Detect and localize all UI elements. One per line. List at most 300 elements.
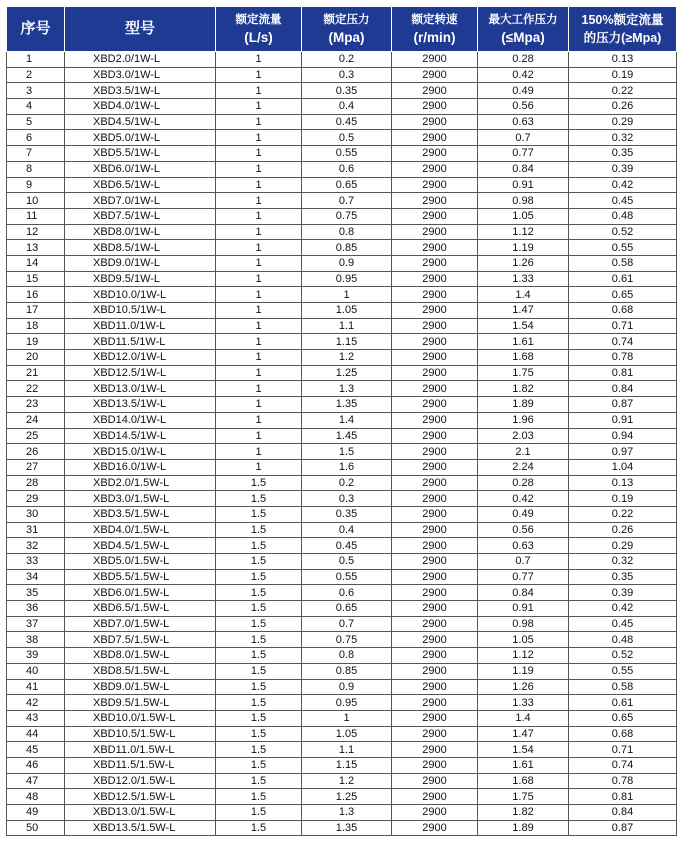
cell-model: XBD6.5/1.5W-L (65, 601, 216, 617)
cell-flow150: 0.42 (569, 601, 677, 617)
cell-max-pressure: 0.28 (478, 475, 569, 491)
cell-max-pressure: 2.1 (478, 444, 569, 460)
cell-model: XBD6.0/1.5W-L (65, 585, 216, 601)
cell-flow150: 0.32 (569, 554, 677, 570)
header-max-pressure-label: 最大工作压力 (488, 14, 558, 26)
cell-pressure: 1.25 (302, 789, 392, 805)
cell-model: XBD13.0/1W-L (65, 381, 216, 397)
cell-pressure: 0.3 (302, 491, 392, 507)
cell-flow150: 0.39 (569, 161, 677, 177)
cell-pressure: 1.05 (302, 303, 392, 319)
cell-model: XBD7.0/1.5W-L (65, 616, 216, 632)
cell-max-pressure: 0.91 (478, 601, 569, 617)
cell-flow150: 0.68 (569, 726, 677, 742)
cell-model: XBD8.0/1W-L (65, 224, 216, 240)
cell-no: 34 (7, 569, 65, 585)
cell-model: XBD3.0/1W-L (65, 67, 216, 83)
cell-pressure: 0.3 (302, 67, 392, 83)
cell-flow150: 0.87 (569, 820, 677, 836)
table-row (7, 663, 677, 679)
cell-model: XBD4.0/1.5W-L (65, 522, 216, 538)
cell-pressure: 0.2 (302, 52, 392, 68)
cell-pressure: 1.45 (302, 428, 392, 444)
table-row (7, 554, 677, 570)
cell-max-pressure: 1.68 (478, 350, 569, 366)
cell-no: 5 (7, 114, 65, 130)
table-header (7, 7, 677, 52)
cell-flow150: 0.71 (569, 318, 677, 334)
cell-speed: 2900 (392, 695, 478, 711)
cell-pressure: 0.55 (302, 569, 392, 585)
cell-pressure: 0.7 (302, 616, 392, 632)
cell-speed: 2900 (392, 632, 478, 648)
header-flow150-unit: 的压力(≥Mpa) (583, 31, 662, 45)
cell-flow150: 0.19 (569, 491, 677, 507)
cell-no: 27 (7, 459, 65, 475)
cell-model: XBD9.5/1.5W-L (65, 695, 216, 711)
cell-flow: 1.5 (216, 585, 302, 601)
cell-model: XBD10.0/1W-L (65, 287, 216, 303)
cell-max-pressure: 1.12 (478, 224, 569, 240)
cell-model: XBD14.5/1W-L (65, 428, 216, 444)
cell-pressure: 0.55 (302, 146, 392, 162)
cell-no: 13 (7, 240, 65, 256)
table-row (7, 334, 677, 350)
cell-model: XBD4.0/1W-L (65, 99, 216, 115)
header-speed-label: 额定转速 (411, 14, 458, 26)
cell-no: 21 (7, 365, 65, 381)
cell-speed: 2900 (392, 726, 478, 742)
cell-no: 26 (7, 444, 65, 460)
cell-flow150: 0.26 (569, 99, 677, 115)
cell-pressure: 0.6 (302, 161, 392, 177)
cell-no: 9 (7, 177, 65, 193)
cell-speed: 2900 (392, 585, 478, 601)
table-row (7, 805, 677, 821)
cell-speed: 2900 (392, 224, 478, 240)
cell-speed: 2900 (392, 554, 478, 570)
table-body (7, 52, 677, 836)
cell-max-pressure: 2.24 (478, 459, 569, 475)
table-row (7, 773, 677, 789)
cell-speed: 2900 (392, 506, 478, 522)
cell-speed: 2900 (392, 287, 478, 303)
cell-flow150: 0.22 (569, 506, 677, 522)
cell-no: 10 (7, 193, 65, 209)
cell-no: 17 (7, 303, 65, 319)
cell-flow: 1.5 (216, 663, 302, 679)
cell-flow: 1.5 (216, 506, 302, 522)
cell-max-pressure: 1.47 (478, 303, 569, 319)
table-row (7, 444, 677, 460)
cell-flow: 1 (216, 303, 302, 319)
cell-flow: 1.5 (216, 616, 302, 632)
header-pressure-unit: (Mpa) (328, 30, 365, 45)
cell-pressure: 0.65 (302, 601, 392, 617)
cell-flow150: 0.45 (569, 616, 677, 632)
cell-max-pressure: 0.49 (478, 83, 569, 99)
cell-flow150: 0.48 (569, 208, 677, 224)
cell-speed: 2900 (392, 255, 478, 271)
cell-speed: 2900 (392, 710, 478, 726)
cell-model: XBD2.0/1.5W-L (65, 475, 216, 491)
table-row (7, 350, 677, 366)
table-row (7, 428, 677, 444)
cell-flow150: 0.84 (569, 805, 677, 821)
cell-flow150: 0.65 (569, 710, 677, 726)
cell-pressure: 0.75 (302, 632, 392, 648)
table-row (7, 616, 677, 632)
cell-flow150: 0.87 (569, 397, 677, 413)
cell-no: 16 (7, 287, 65, 303)
cell-model: XBD12.5/1W-L (65, 365, 216, 381)
cell-no: 3 (7, 83, 65, 99)
cell-flow: 1 (216, 287, 302, 303)
cell-flow: 1.5 (216, 538, 302, 554)
table-row (7, 522, 677, 538)
cell-model: XBD9.0/1W-L (65, 255, 216, 271)
cell-no: 45 (7, 742, 65, 758)
table-row (7, 303, 677, 319)
table-row (7, 742, 677, 758)
cell-flow150: 0.42 (569, 177, 677, 193)
cell-flow150: 0.19 (569, 67, 677, 83)
cell-pressure: 0.95 (302, 271, 392, 287)
table-row (7, 224, 677, 240)
cell-max-pressure: 0.56 (478, 99, 569, 115)
cell-flow150: 0.29 (569, 114, 677, 130)
table-row (7, 397, 677, 413)
cell-flow150: 0.74 (569, 334, 677, 350)
cell-no: 29 (7, 491, 65, 507)
cell-model: XBD5.5/1.5W-L (65, 569, 216, 585)
cell-no: 20 (7, 350, 65, 366)
table-row (7, 585, 677, 601)
header-model: 型号 (65, 7, 216, 52)
cell-no: 46 (7, 757, 65, 773)
cell-pressure: 1.35 (302, 397, 392, 413)
table-row (7, 208, 677, 224)
cell-no: 7 (7, 146, 65, 162)
cell-speed: 2900 (392, 303, 478, 319)
cell-flow: 1.5 (216, 820, 302, 836)
spec-table-container (6, 6, 676, 836)
cell-max-pressure: 0.7 (478, 130, 569, 146)
cell-speed: 2900 (392, 538, 478, 554)
cell-flow: 1.5 (216, 569, 302, 585)
cell-max-pressure: 0.77 (478, 146, 569, 162)
cell-model: XBD3.5/1.5W-L (65, 506, 216, 522)
cell-flow: 1.5 (216, 742, 302, 758)
cell-flow150: 0.97 (569, 444, 677, 460)
cell-no: 19 (7, 334, 65, 350)
cell-no: 2 (7, 67, 65, 83)
cell-model: XBD5.5/1W-L (65, 146, 216, 162)
cell-pressure: 0.5 (302, 130, 392, 146)
cell-pressure: 1.1 (302, 742, 392, 758)
cell-no: 48 (7, 789, 65, 805)
cell-pressure: 0.5 (302, 554, 392, 570)
cell-no: 50 (7, 820, 65, 836)
table-row (7, 381, 677, 397)
cell-model: XBD4.5/1.5W-L (65, 538, 216, 554)
cell-speed: 2900 (392, 99, 478, 115)
cell-flow150: 0.22 (569, 83, 677, 99)
table-row (7, 146, 677, 162)
cell-no: 4 (7, 99, 65, 115)
table-row (7, 506, 677, 522)
cell-pressure: 0.4 (302, 522, 392, 538)
cell-no: 28 (7, 475, 65, 491)
cell-pressure: 1.3 (302, 805, 392, 821)
cell-flow: 1.5 (216, 695, 302, 711)
cell-speed: 2900 (392, 240, 478, 256)
table-row (7, 83, 677, 99)
cell-pressure: 1.6 (302, 459, 392, 475)
cell-flow150: 0.26 (569, 522, 677, 538)
cell-flow150: 0.58 (569, 255, 677, 271)
header-max-pressure (478, 7, 569, 52)
cell-flow: 1 (216, 459, 302, 475)
cell-no: 36 (7, 601, 65, 617)
cell-max-pressure: 1.75 (478, 365, 569, 381)
cell-speed: 2900 (392, 83, 478, 99)
table-row (7, 365, 677, 381)
cell-model: XBD7.5/1.5W-L (65, 632, 216, 648)
table-row (7, 271, 677, 287)
cell-max-pressure: 1.19 (478, 240, 569, 256)
cell-pressure: 0.6 (302, 585, 392, 601)
cell-speed: 2900 (392, 491, 478, 507)
cell-pressure: 1.15 (302, 757, 392, 773)
cell-flow: 1 (216, 146, 302, 162)
cell-max-pressure: 1.12 (478, 648, 569, 664)
cell-flow: 1.5 (216, 648, 302, 664)
cell-flow: 1.5 (216, 726, 302, 742)
cell-max-pressure: 1.33 (478, 695, 569, 711)
cell-no: 15 (7, 271, 65, 287)
cell-speed: 2900 (392, 412, 478, 428)
cell-no: 41 (7, 679, 65, 695)
cell-speed: 2900 (392, 616, 478, 632)
cell-max-pressure: 1.89 (478, 820, 569, 836)
cell-speed: 2900 (392, 52, 478, 68)
cell-max-pressure: 0.63 (478, 538, 569, 554)
cell-flow: 1.5 (216, 491, 302, 507)
cell-max-pressure: 1.61 (478, 757, 569, 773)
cell-model: XBD9.0/1.5W-L (65, 679, 216, 695)
cell-speed: 2900 (392, 648, 478, 664)
cell-speed: 2900 (392, 569, 478, 585)
cell-flow: 1.5 (216, 554, 302, 570)
header-pressure-label: 额定压力 (323, 14, 370, 26)
cell-no: 43 (7, 710, 65, 726)
table-row (7, 287, 677, 303)
cell-flow: 1 (216, 208, 302, 224)
cell-flow: 1.5 (216, 522, 302, 538)
cell-flow150: 0.29 (569, 538, 677, 554)
cell-flow150: 0.94 (569, 428, 677, 444)
cell-max-pressure: 0.28 (478, 52, 569, 68)
cell-model: XBD11.0/1W-L (65, 318, 216, 334)
cell-max-pressure: 1.89 (478, 397, 569, 413)
cell-flow: 1 (216, 350, 302, 366)
cell-model: XBD10.5/1W-L (65, 303, 216, 319)
cell-no: 11 (7, 208, 65, 224)
table-row (7, 240, 677, 256)
cell-model: XBD5.0/1.5W-L (65, 554, 216, 570)
cell-model: XBD11.5/1.5W-L (65, 757, 216, 773)
cell-flow150: 0.32 (569, 130, 677, 146)
cell-flow150: 0.58 (569, 679, 677, 695)
cell-flow: 1 (216, 444, 302, 460)
cell-model: XBD16.0/1W-L (65, 459, 216, 475)
cell-model: XBD8.0/1.5W-L (65, 648, 216, 664)
cell-flow150: 0.68 (569, 303, 677, 319)
cell-pressure: 0.45 (302, 114, 392, 130)
cell-flow150: 0.65 (569, 287, 677, 303)
cell-pressure: 1.5 (302, 444, 392, 460)
cell-flow: 1 (216, 67, 302, 83)
cell-no: 22 (7, 381, 65, 397)
cell-flow: 1.5 (216, 475, 302, 491)
cell-no: 6 (7, 130, 65, 146)
cell-flow: 1 (216, 271, 302, 287)
header-flow (216, 7, 302, 52)
header-row (7, 7, 677, 52)
cell-max-pressure: 0.84 (478, 161, 569, 177)
cell-flow: 1.5 (216, 773, 302, 789)
cell-model: XBD5.0/1W-L (65, 130, 216, 146)
cell-flow150: 0.71 (569, 742, 677, 758)
cell-pressure: 1.3 (302, 381, 392, 397)
cell-model: XBD9.5/1W-L (65, 271, 216, 287)
cell-flow150: 0.13 (569, 52, 677, 68)
cell-max-pressure: 1.68 (478, 773, 569, 789)
cell-model: XBD13.0/1.5W-L (65, 805, 216, 821)
cell-pressure: 0.8 (302, 648, 392, 664)
cell-flow150: 0.74 (569, 757, 677, 773)
cell-model: XBD7.0/1W-L (65, 193, 216, 209)
cell-max-pressure: 0.42 (478, 67, 569, 83)
cell-model: XBD12.0/1W-L (65, 350, 216, 366)
cell-speed: 2900 (392, 522, 478, 538)
cell-speed: 2900 (392, 459, 478, 475)
cell-flow150: 0.81 (569, 789, 677, 805)
cell-flow: 1 (216, 334, 302, 350)
cell-pressure: 1.35 (302, 820, 392, 836)
cell-model: XBD6.0/1W-L (65, 161, 216, 177)
table-row (7, 757, 677, 773)
cell-max-pressure: 1.54 (478, 318, 569, 334)
cell-flow150: 0.35 (569, 569, 677, 585)
cell-model: XBD2.0/1W-L (65, 52, 216, 68)
cell-max-pressure: 1.82 (478, 381, 569, 397)
cell-model: XBD3.5/1W-L (65, 83, 216, 99)
cell-pressure: 1.4 (302, 412, 392, 428)
cell-speed: 2900 (392, 679, 478, 695)
cell-flow150: 0.52 (569, 224, 677, 240)
cell-speed: 2900 (392, 475, 478, 491)
table-row (7, 632, 677, 648)
table-row (7, 67, 677, 83)
cell-flow150: 0.35 (569, 146, 677, 162)
table-row (7, 789, 677, 805)
cell-max-pressure: 1.75 (478, 789, 569, 805)
header-flow150 (569, 7, 677, 52)
cell-speed: 2900 (392, 742, 478, 758)
cell-model: XBD12.0/1.5W-L (65, 773, 216, 789)
cell-speed: 2900 (392, 663, 478, 679)
cell-flow: 1.5 (216, 757, 302, 773)
cell-speed: 2900 (392, 773, 478, 789)
cell-speed: 2900 (392, 114, 478, 130)
cell-flow: 1 (216, 224, 302, 240)
cell-model: XBD3.0/1.5W-L (65, 491, 216, 507)
table-row (7, 820, 677, 836)
cell-pressure: 1.15 (302, 334, 392, 350)
cell-no: 31 (7, 522, 65, 538)
cell-model: XBD11.0/1.5W-L (65, 742, 216, 758)
table-row (7, 726, 677, 742)
pump-spec-table (6, 6, 677, 836)
cell-no: 1 (7, 52, 65, 68)
cell-model: XBD15.0/1W-L (65, 444, 216, 460)
table-row (7, 491, 677, 507)
cell-max-pressure: 1.33 (478, 271, 569, 287)
cell-no: 40 (7, 663, 65, 679)
table-row (7, 538, 677, 554)
header-speed (392, 7, 478, 52)
table-row (7, 569, 677, 585)
cell-flow: 1 (216, 130, 302, 146)
table-row (7, 177, 677, 193)
cell-model: XBD8.5/1.5W-L (65, 663, 216, 679)
cell-max-pressure: 1.54 (478, 742, 569, 758)
header-flow-label: 额定流量 (235, 14, 282, 26)
cell-flow150: 0.39 (569, 585, 677, 601)
cell-pressure: 0.35 (302, 506, 392, 522)
cell-speed: 2900 (392, 67, 478, 83)
header-max-pressure-unit: (≤Mpa) (501, 30, 545, 45)
cell-pressure: 1.05 (302, 726, 392, 742)
table-row (7, 710, 677, 726)
cell-flow: 1.5 (216, 805, 302, 821)
cell-max-pressure: 0.56 (478, 522, 569, 538)
cell-max-pressure: 1.4 (478, 287, 569, 303)
cell-flow: 1 (216, 381, 302, 397)
cell-pressure: 1.25 (302, 365, 392, 381)
header-flow-unit: (L/s) (244, 30, 273, 45)
cell-speed: 2900 (392, 805, 478, 821)
cell-flow150: 0.45 (569, 193, 677, 209)
cell-model: XBD8.5/1W-L (65, 240, 216, 256)
cell-model: XBD12.5/1.5W-L (65, 789, 216, 805)
cell-max-pressure: 0.84 (478, 585, 569, 601)
cell-max-pressure: 2.03 (478, 428, 569, 444)
cell-pressure: 0.95 (302, 695, 392, 711)
cell-no: 33 (7, 554, 65, 570)
table-row (7, 648, 677, 664)
cell-speed: 2900 (392, 601, 478, 617)
cell-pressure: 0.85 (302, 663, 392, 679)
cell-model: XBD10.5/1.5W-L (65, 726, 216, 742)
table-row (7, 99, 677, 115)
cell-flow150: 0.52 (569, 648, 677, 664)
cell-no: 44 (7, 726, 65, 742)
cell-flow150: 0.61 (569, 271, 677, 287)
header-no: 序号 (7, 7, 65, 52)
